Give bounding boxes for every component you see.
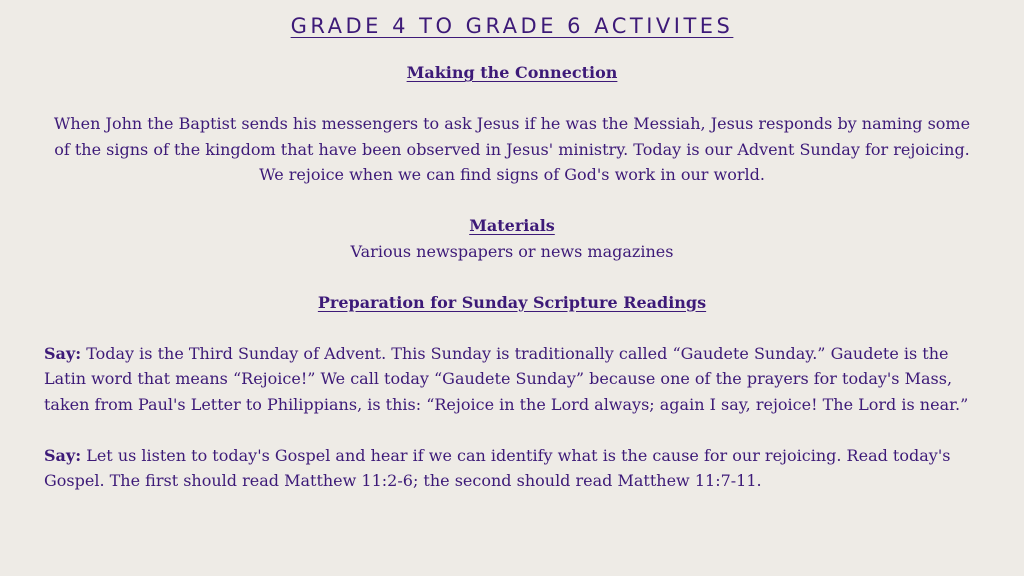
spacer: [44, 315, 980, 341]
spacer: [44, 86, 980, 112]
spacer: [44, 264, 980, 290]
say-label: Say:: [44, 343, 82, 363]
connection-body: When John the Baptist sends his messengers to ask Jesus if he was the Messiah, Jesus responds by naming some of the signs of the kingdom that have been observed in Jesus' ministry. Today is our Advent Sunday for rejoicing. We rejoice when we can find signs of God's work in our world.: [53, 114, 971, 184]
say-paragraph-1: [44, 341, 980, 418]
say-label: Say:: [44, 445, 82, 465]
spacer: [44, 417, 980, 443]
say-paragraph-2: [44, 443, 980, 494]
spacer: [44, 188, 980, 214]
preparation-heading: Preparation for Sunday Scripture Readings: [317, 292, 707, 312]
slide-content: [44, 60, 980, 494]
slide-title: GRADE 4 TO GRADE 6 ACTIVITES: [290, 14, 734, 38]
say-text: Let us listen to today's Gospel and hear if we can identify what is the cause for our rejoicing. Read today's Gospel. The first should read Matthew 11:2-6; the second should read Matthew 11:7-11.: [44, 445, 951, 490]
say-text: Today is the Third Sunday of Advent. This Sunday is traditionally called “Gaudete Sunday.” Gaudete is the Latin word that means “Rejoice!” We call today “Gaudete Sunday” because one of the prayers for today's Mass, taken from Paul's Letter to Philippians, is this: “Rejoice in the Lord always; again I say, rejoice! The Lord is near.”: [44, 343, 969, 414]
materials-heading: Materials: [469, 216, 555, 235]
materials-body: Various newspapers or news magazines: [350, 241, 674, 261]
connection-heading: Making the Connection: [406, 63, 618, 82]
